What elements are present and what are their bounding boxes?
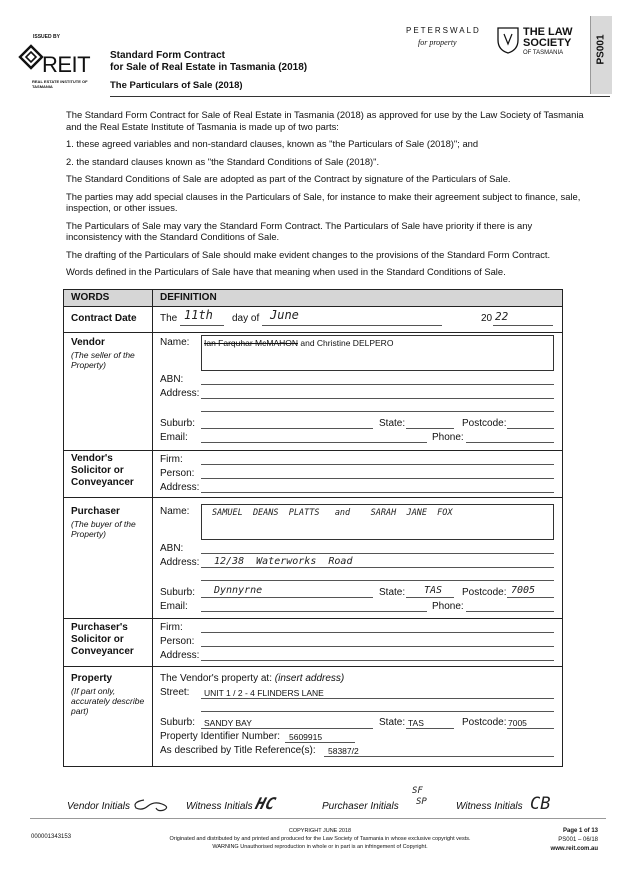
- purchaser-solicitor-label: Purchaser's Solicitor or Conveyancer: [71, 622, 134, 657]
- intro-paragraph-2: The Standard Conditions of Sale are adopted as part of the Contract by signature of the Particulars of Sale.: [66, 173, 511, 184]
- property-state-value: TAS: [408, 718, 424, 728]
- property-suburb-label: Suburb:: [160, 717, 196, 728]
- intro-list-item-1: 1. these agreed variables and non-standard clauses, known as "the Particulars of Sale (2018)"; and: [66, 138, 479, 149]
- vendor-label: Vendor: [71, 337, 105, 348]
- law-society-logo: [523, 27, 573, 57]
- law-society-line-1: THE LAW: [523, 26, 573, 38]
- law-society-line-3: OF TASMANIA: [523, 50, 564, 56]
- property-intro-text: The Vendor's property at:: [160, 673, 275, 684]
- footer-page-info: [520, 827, 598, 854]
- title-line-2: for Sale of Real Estate in Tasmania (2018): [110, 62, 308, 73]
- form-code: PS001: [595, 34, 607, 65]
- contract-subtitle: The Particulars of Sale (2018): [110, 80, 243, 91]
- property-street-line-2[interactable]: [201, 711, 554, 712]
- header-rule: [110, 96, 610, 97]
- purchaser-email-label: Email:: [160, 601, 188, 612]
- witness-initials-label-1: Witness Initials: [186, 801, 253, 812]
- purchaser-postcode-line[interactable]: [507, 597, 554, 598]
- footer-copyright: [120, 827, 520, 851]
- column-divider: [152, 290, 153, 766]
- property-street-line-1[interactable]: [201, 698, 554, 699]
- vendor-solicitor-label: Vendor's Solicitor or Conveyancer: [71, 453, 134, 488]
- purchaser-suburb-line[interactable]: [201, 597, 373, 598]
- intro-paragraph-1: The Standard Form Contract for Sale of Real Estate in Tasmania (2018) as approved for use by the Law Society of Tasmania and the Real Estate Institute of Tasmania is made up of two parts:: [66, 109, 584, 132]
- row-divider-4: [64, 618, 562, 619]
- property-postcode-label: Postcode:: [462, 717, 507, 728]
- contract-year-prefix: 20: [481, 313, 493, 324]
- property-sublabel: (If part only, accurately describe part): [71, 686, 145, 716]
- property-state-line[interactable]: [406, 728, 454, 729]
- purchaser-email-line[interactable]: [201, 611, 427, 612]
- purchaser-state-value: TAS: [424, 585, 443, 596]
- copyright-warning: WARNING Unauthorised reproduction in whole or in part is an infringement of Copyright.: [212, 844, 428, 850]
- vendor-solicitor-firm-label: Firm:: [160, 454, 183, 465]
- intro-paragraph-5: The drafting of the Particulars of Sale should make evident changes to the provisions of the Standard Form Contract.: [66, 248, 551, 260]
- purchaser-abn-label: ABN:: [160, 543, 184, 554]
- property-pid-value: 5609915: [289, 732, 323, 742]
- reit-logo-subtext: REAL ESTATE INSTITUTE OF TASMANIA: [32, 79, 88, 89]
- vendor-state-label: State:: [379, 418, 406, 429]
- purchaser-address-line-2[interactable]: [201, 580, 554, 581]
- intro-paragraph-6: Words defined in the Particulars of Sale have that meaning when used in the Standard Conditions of Sale.: [66, 266, 506, 277]
- property-title-label: As described by Title Reference(s):: [160, 745, 316, 756]
- purchaser-postcode-value: 7005: [511, 585, 536, 596]
- purchaser-solicitor-address-line[interactable]: [201, 660, 554, 661]
- purchaser-state-label: State:: [379, 587, 406, 598]
- form-revision: PS001 – 06/18: [558, 837, 598, 843]
- row-divider-1: [64, 332, 562, 333]
- contract-date-label: Contract Date: [71, 313, 137, 324]
- vendor-address-line-1[interactable]: [201, 398, 554, 399]
- purchaser-sublabel: (The buyer of the Property): [71, 519, 136, 539]
- reit-logo-text: REIT: [42, 52, 91, 77]
- vendor-abn-line[interactable]: [201, 384, 554, 385]
- row-divider-2: [64, 450, 562, 451]
- property-title-value: 58387/2: [328, 746, 359, 756]
- contract-date-day-of: day of: [232, 313, 260, 324]
- purchaser-initials-bottom[interactable]: SP: [416, 797, 427, 807]
- property-pid-line[interactable]: [285, 742, 355, 743]
- contract-year[interactable]: 22: [495, 310, 509, 323]
- peterswald-sub: for property: [418, 38, 457, 47]
- purchaser-phone-label: Phone:: [432, 601, 464, 612]
- law-society-crest-icon: [496, 26, 520, 54]
- purchaser-address-label: Address:: [160, 557, 200, 568]
- purchaser-phone-line[interactable]: [466, 611, 554, 612]
- vendor-phone-line[interactable]: [466, 442, 554, 443]
- column-header-definition: DEFINITION: [160, 292, 217, 303]
- vendor-postcode-label: Postcode:: [462, 418, 507, 429]
- purchaser-name-value: SAMUEL DEANS PLATTS and SARAH JANE FOX: [212, 508, 453, 518]
- property-street-label: Street:: [160, 687, 190, 698]
- vendor-initials-label: Vendor Initials: [67, 801, 130, 812]
- page-number: Page 1 of 13: [562, 828, 598, 834]
- purchaser-abn-line[interactable]: [201, 553, 554, 554]
- purchaser-solicitor-firm-label: Firm:: [160, 622, 183, 633]
- vendor-name-struck: Ian Farquhar McMAHON: [204, 338, 298, 348]
- reit-logo-icon: [18, 44, 44, 74]
- vendor-solicitor-address-line[interactable]: [201, 492, 554, 493]
- vendor-name-value: [204, 338, 393, 348]
- column-header-words: WORDS: [71, 292, 110, 303]
- purchaser-solicitor-address-label: Address:: [160, 650, 200, 661]
- vendor-abn-label: ABN:: [160, 374, 184, 385]
- purchaser-suburb-value: Dynnyrne: [214, 585, 263, 596]
- property-pid-label: Property Identifier Number:: [160, 731, 281, 742]
- law-society-line-2: SOCIETY: [523, 37, 572, 49]
- purchaser-solicitor-person-label: Person:: [160, 636, 195, 647]
- peterswald-name: PETERSWALD: [406, 26, 481, 35]
- vendor-name-label: Name:: [160, 337, 190, 348]
- month-line: [262, 325, 442, 326]
- purchaser-solicitor-person-line[interactable]: [201, 646, 554, 647]
- table-header: [64, 290, 562, 307]
- vendor-suburb-line[interactable]: [201, 428, 373, 429]
- intro-paragraph-3: The parties may add special clauses in the Particulars of Sale, for instance to make their agreement subject to finance, sale, inspection, or other issues.: [66, 190, 581, 213]
- property-postcode-value: 7005: [508, 718, 527, 728]
- copyright-origin: Originated and distributed by and printed and produced for the Law Society of Tasmania in whose exclusive copyright vests.: [169, 836, 471, 842]
- vendor-phone-label: Phone:: [432, 432, 464, 443]
- property-intro: [160, 673, 344, 684]
- day-line: [180, 325, 224, 326]
- property-title-line[interactable]: [324, 756, 554, 757]
- vendor-postcode-line[interactable]: [507, 428, 554, 429]
- vendor-name-rest: and Christine DELPERO: [298, 338, 394, 348]
- row-divider-3: [64, 497, 562, 498]
- property-suburb-line[interactable]: [201, 728, 373, 729]
- vendor-sublabel: (The seller of the Property): [71, 350, 135, 370]
- property-street-value: UNIT 1 / 2 - 4 FLINDERS LANE: [204, 688, 324, 698]
- property-label: Property: [71, 673, 113, 684]
- footer-rule: [30, 818, 606, 819]
- vendor-initials-signature[interactable]: [130, 796, 174, 814]
- copyright-line: COPYRIGHT JUNE 2018: [288, 828, 352, 834]
- reit-website-link[interactable]: www.reit.com.au: [550, 846, 598, 852]
- purchaser-label: Purchaser: [71, 506, 120, 517]
- intro-paragraph-4: The Particulars of Sale may vary the Standard Form Contract. The Particulars of Sale have priority if there is any inconsistency with the Standard Conditions of Sale.: [66, 219, 533, 242]
- witness-initials-1[interactable]: HC: [253, 794, 278, 813]
- purchaser-solicitor-firm-line[interactable]: [201, 632, 554, 633]
- issued-by: ISSUED BY: [33, 34, 60, 40]
- vendor-solicitor-firm-line[interactable]: [201, 464, 554, 465]
- contract-title: [110, 50, 307, 74]
- property-intro-hint: (insert address): [274, 673, 345, 684]
- property-suburb-value: SANDY BAY: [204, 718, 252, 728]
- contract-date-the: The: [160, 313, 178, 324]
- vendor-address-line-2[interactable]: [201, 411, 554, 412]
- purchaser-suburb-label: Suburb:: [160, 587, 196, 598]
- document-number: 000001343153: [31, 834, 72, 840]
- row-divider-5: [64, 666, 562, 667]
- year-line: [493, 325, 553, 326]
- property-postcode-line[interactable]: [507, 728, 554, 729]
- purchaser-initials-top[interactable]: SF: [412, 786, 423, 796]
- vendor-solicitor-person-line[interactable]: [201, 478, 554, 479]
- vendor-suburb-label: Suburb:: [160, 418, 196, 429]
- intro-list-item-2: 2. the standard clauses known as "the Standard Conditions of Sale (2018)".: [66, 155, 380, 167]
- purchaser-initials-label: Purchaser Initials: [322, 801, 399, 812]
- purchaser-postcode-label: Postcode:: [462, 587, 507, 598]
- vendor-email-label: Email:: [160, 432, 188, 443]
- purchaser-state-line[interactable]: [406, 597, 454, 598]
- purchaser-address-line-1[interactable]: [201, 567, 554, 568]
- contract-month[interactable]: June: [270, 308, 299, 322]
- vendor-solicitor-address-label: Address:: [160, 482, 200, 493]
- witness-initials-2[interactable]: CB: [530, 794, 551, 814]
- witness-initials-label-2: Witness Initials: [456, 801, 523, 812]
- purchaser-address-value: 12/38 Waterworks Road: [214, 556, 353, 567]
- property-state-label: State:: [379, 717, 406, 728]
- vendor-state-line[interactable]: [406, 428, 454, 429]
- contract-day[interactable]: 11th: [184, 308, 213, 322]
- vendor-email-line[interactable]: [201, 442, 427, 443]
- purchaser-name-label: Name:: [160, 506, 190, 517]
- intro-section: [66, 109, 586, 278]
- title-line-1: Standard Form Contract: [110, 50, 226, 61]
- vendor-solicitor-person-label: Person:: [160, 468, 195, 479]
- vendor-address-label: Address:: [160, 388, 200, 399]
